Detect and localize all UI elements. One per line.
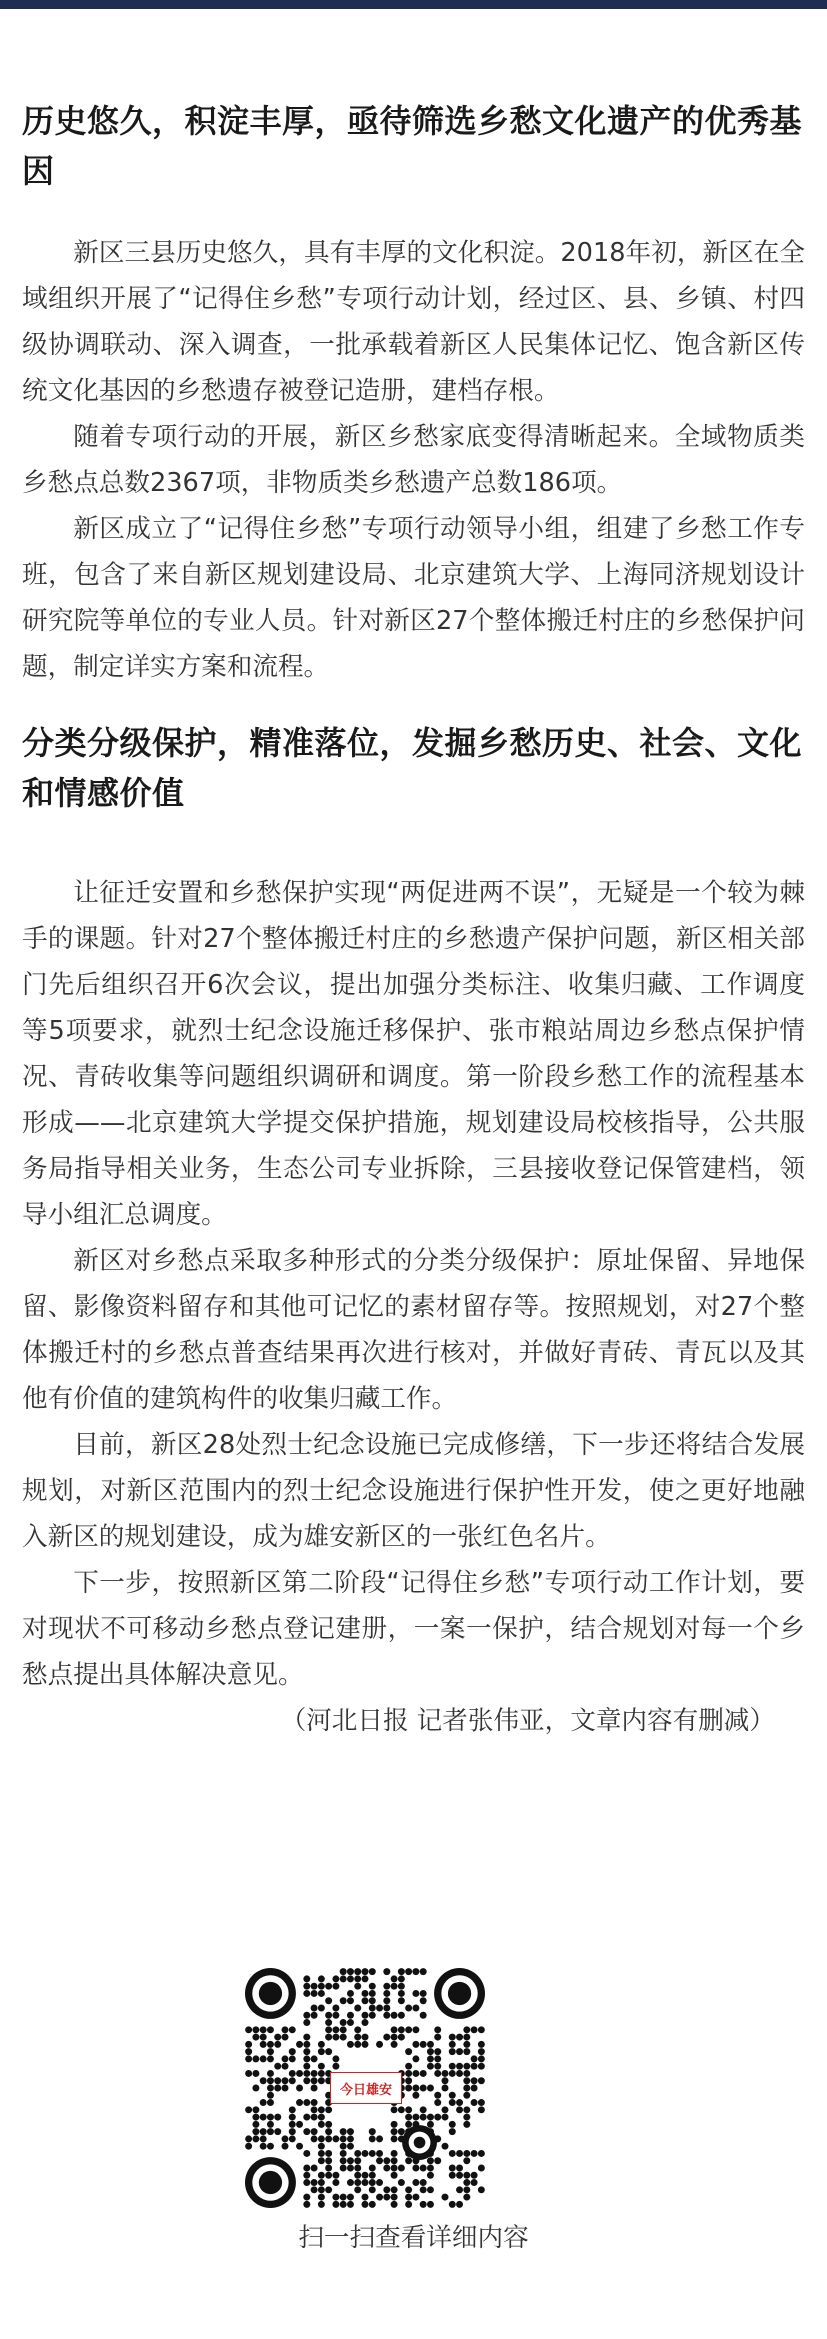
paragraph: 目前，新区28处烈士纪念设施已完成修缮，下一步还将结合发展规划，对新区范围内的烈士纪念设施进行保护性开发，使之更好地融入新区的规划建设，成为雄安新区的一张红色名片。: [22, 1430, 805, 1552]
paragraph: 随着专项行动的开展，新区乡愁家底变得清晰起来。全域物质类乡愁点总数2367项，非物质类乡愁遗产总数186项。: [22, 422, 805, 498]
paragraph: 下一步，按照新区第二阶段“记得住乡愁”专项行动工作计划，要对现状不可移动乡愁点登记建册，一案一保护，结合规划对每一个乡愁点提出具体解决意见。: [22, 1568, 805, 1690]
paragraph: 新区对乡愁点采取多种形式的分类分级保护：原址保留、异地保留、影像资料留存和其他可记忆的素材留存等。按照规划，对27个整体搬迁村的乡愁点普查结果再次进行核对，并做好青砖、青瓦以及其他有价值的建筑构件的收集归藏工作。: [22, 1246, 805, 1414]
qr-caption: 扫一扫查看详细内容: [298, 2223, 529, 2253]
qr-logo: 今日雄安: [330, 2072, 402, 2104]
section-heading-protection: 分类分级保护，精准落位，发掘乡愁历史、社会、文化和情感价值: [22, 724, 803, 812]
paragraph: 新区成立了“记得住乡愁”专项行动领导小组，组建了乡愁工作专班，包含了来自新区规划建设局、北京建筑大学、上海同济规划设计研究院等单位的专业人员。针对新区27个整体搬迁村庄的乡愁保护问题，制定详实方案和流程。: [22, 514, 805, 682]
paragraph: 让征迁安置和乡愁保护实现“两促进两不误”，无疑是一个较为棘手的课题。针对27个整体搬迁村庄的乡愁遗产保护问题，新区相关部门先后组织召开6次会议，提出加强分类标注、收集归藏、工作调度等5项要求，就烈士纪念设施迁移保护、张市粮站周边乡愁点保护情况、青砖收集等问题组织调研和调度。第一阶段乡愁工作的流程基本形成——北京建筑大学提交保护措施，规划建设局校核指导，公共服务局指导相关业务，生态公司专业拆除，三县接收登记保管建档，领导小组汇总调度。: [22, 878, 805, 1230]
paragraph: 新区三县历史悠久，具有丰厚的文化积淀。2018年初，新区在全域组织开展了“记得住乡愁”专项行动计划，经过区、县、乡镇、村四级协调联动、深入调查，一批承载着新区人民集体记忆、饱含新区传统文化基因的乡愁遗存被登记造册，建档存根。: [22, 238, 805, 406]
section-heading-history: 历史悠久，积淀丰厚，亟待筛选乡愁文化遗产的优秀基因: [22, 102, 803, 190]
top-accent-bar: [0, 0, 827, 9]
qr-code[interactable]: [245, 1968, 485, 2208]
article-body: [22, 96, 805, 1744]
article-credit: （河北日报 记者张伟亚，文章内容有删减）: [280, 1706, 775, 1736]
